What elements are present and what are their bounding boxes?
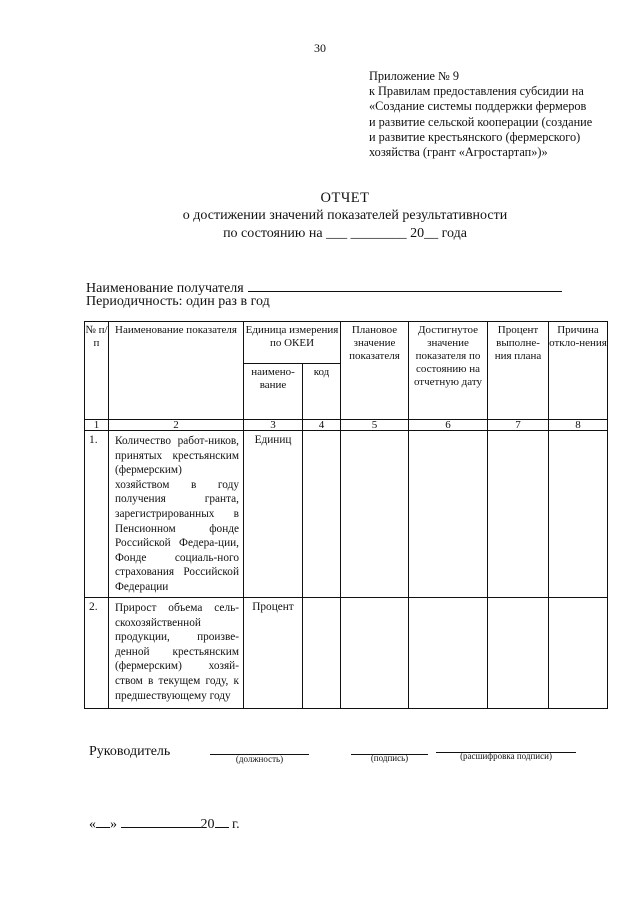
unit-name: Единиц [244,431,303,598]
report-table [84,321,608,709]
header-num: № п/п [85,322,109,420]
column-number: 1 [85,420,109,431]
header-planned: Плановое значение показателя [341,322,409,420]
column-number: 3 [244,420,303,431]
column-number: 6 [409,420,488,431]
report-subtitle-line-2: по состоянию на ___ ________ 20__ года [223,226,467,241]
report-subtitle-line-1: о достижении значений показателей результативности [182,208,508,223]
column-number: 2 [109,420,244,431]
appendix-line: «Создание системы поддержки фермеров [369,99,587,114]
table-row [85,598,608,709]
date-row [89,817,240,833]
year-prefix: 20 [200,817,215,832]
date-close-quote: » [110,817,117,832]
appendix-header [369,69,629,160]
position-caption: (должность) [235,754,284,764]
appendix-line: Приложение № 9 [369,69,460,83]
indicator-name: Прирост объема сель-скохозяйственной продукции, произве-денной крестьянским (фермерским) хозяй-ством в текущем году, к предшествующему году [109,598,244,709]
column-number: 8 [549,420,608,431]
column-number: 7 [488,420,549,431]
column-number: 5 [341,420,409,431]
reason-cell[interactable] [549,431,608,598]
report-title: ОТЧЕТ [320,190,370,206]
date-open-quote: « [89,817,96,832]
header-unit-group: Единица измерения по ОКЕИ [244,322,341,364]
header-percent: Процент выполне-ния плана [488,322,549,420]
year-blank[interactable] [215,817,229,828]
percent-cell[interactable] [488,598,549,709]
report-subtitle [0,207,640,243]
percent-cell[interactable] [488,431,549,598]
row-number: 1. [85,431,109,598]
day-blank[interactable] [96,817,110,828]
decoding-caption: (расшифровка подписи) [460,751,552,761]
unit-code-cell[interactable] [303,431,341,598]
page-number: 30 [314,41,326,55]
reason-cell[interactable] [549,598,608,709]
appendix-line: и развитие сельской кооперации (создание [369,114,593,129]
month-blank[interactable] [121,817,201,828]
signature-block [89,744,609,784]
achieved-value-cell[interactable] [409,598,488,709]
unit-code-cell[interactable] [303,598,341,709]
indicator-name: Количество работ-ников, принятых крестьянским (фермерским) хозяйством в году получения гранта, зарегистрированных в Пенсионном фонде Российской Федера-ции, Фонде социаль-ного страхования Российской Федерации [109,431,244,598]
head-label: Руководитель [89,744,171,759]
table-row [85,431,608,598]
achieved-value-cell[interactable] [409,431,488,598]
appendix-line: хозяйства (грант «Агростартап»)» [369,145,548,160]
recipient-label: Наименование получателя [86,281,244,296]
signature-caption: (подпись) [370,753,409,763]
header-unit-name: наимено-вание [244,364,303,420]
periodicity: Периодичность: один раз в год [86,294,270,309]
header-unit-code: код [303,364,341,420]
header-reason: Причина откло-нения [549,322,608,420]
row-number: 2. [85,598,109,709]
appendix-line: и развитие крестьянского (фермерского) [369,129,581,144]
appendix-line: к Правилам предоставления субсидии на [369,84,584,99]
year-suffix: г. [232,817,240,832]
header-name: Наименование показателя [109,322,244,420]
planned-value-cell[interactable] [341,598,409,709]
unit-name: Процент [244,598,303,709]
header-achieved: Достигнутое значение показателя по состоянию на отчетную дату [409,322,488,420]
recipient-blank-line[interactable] [248,279,562,292]
planned-value-cell[interactable] [341,431,409,598]
column-number: 4 [303,420,341,431]
